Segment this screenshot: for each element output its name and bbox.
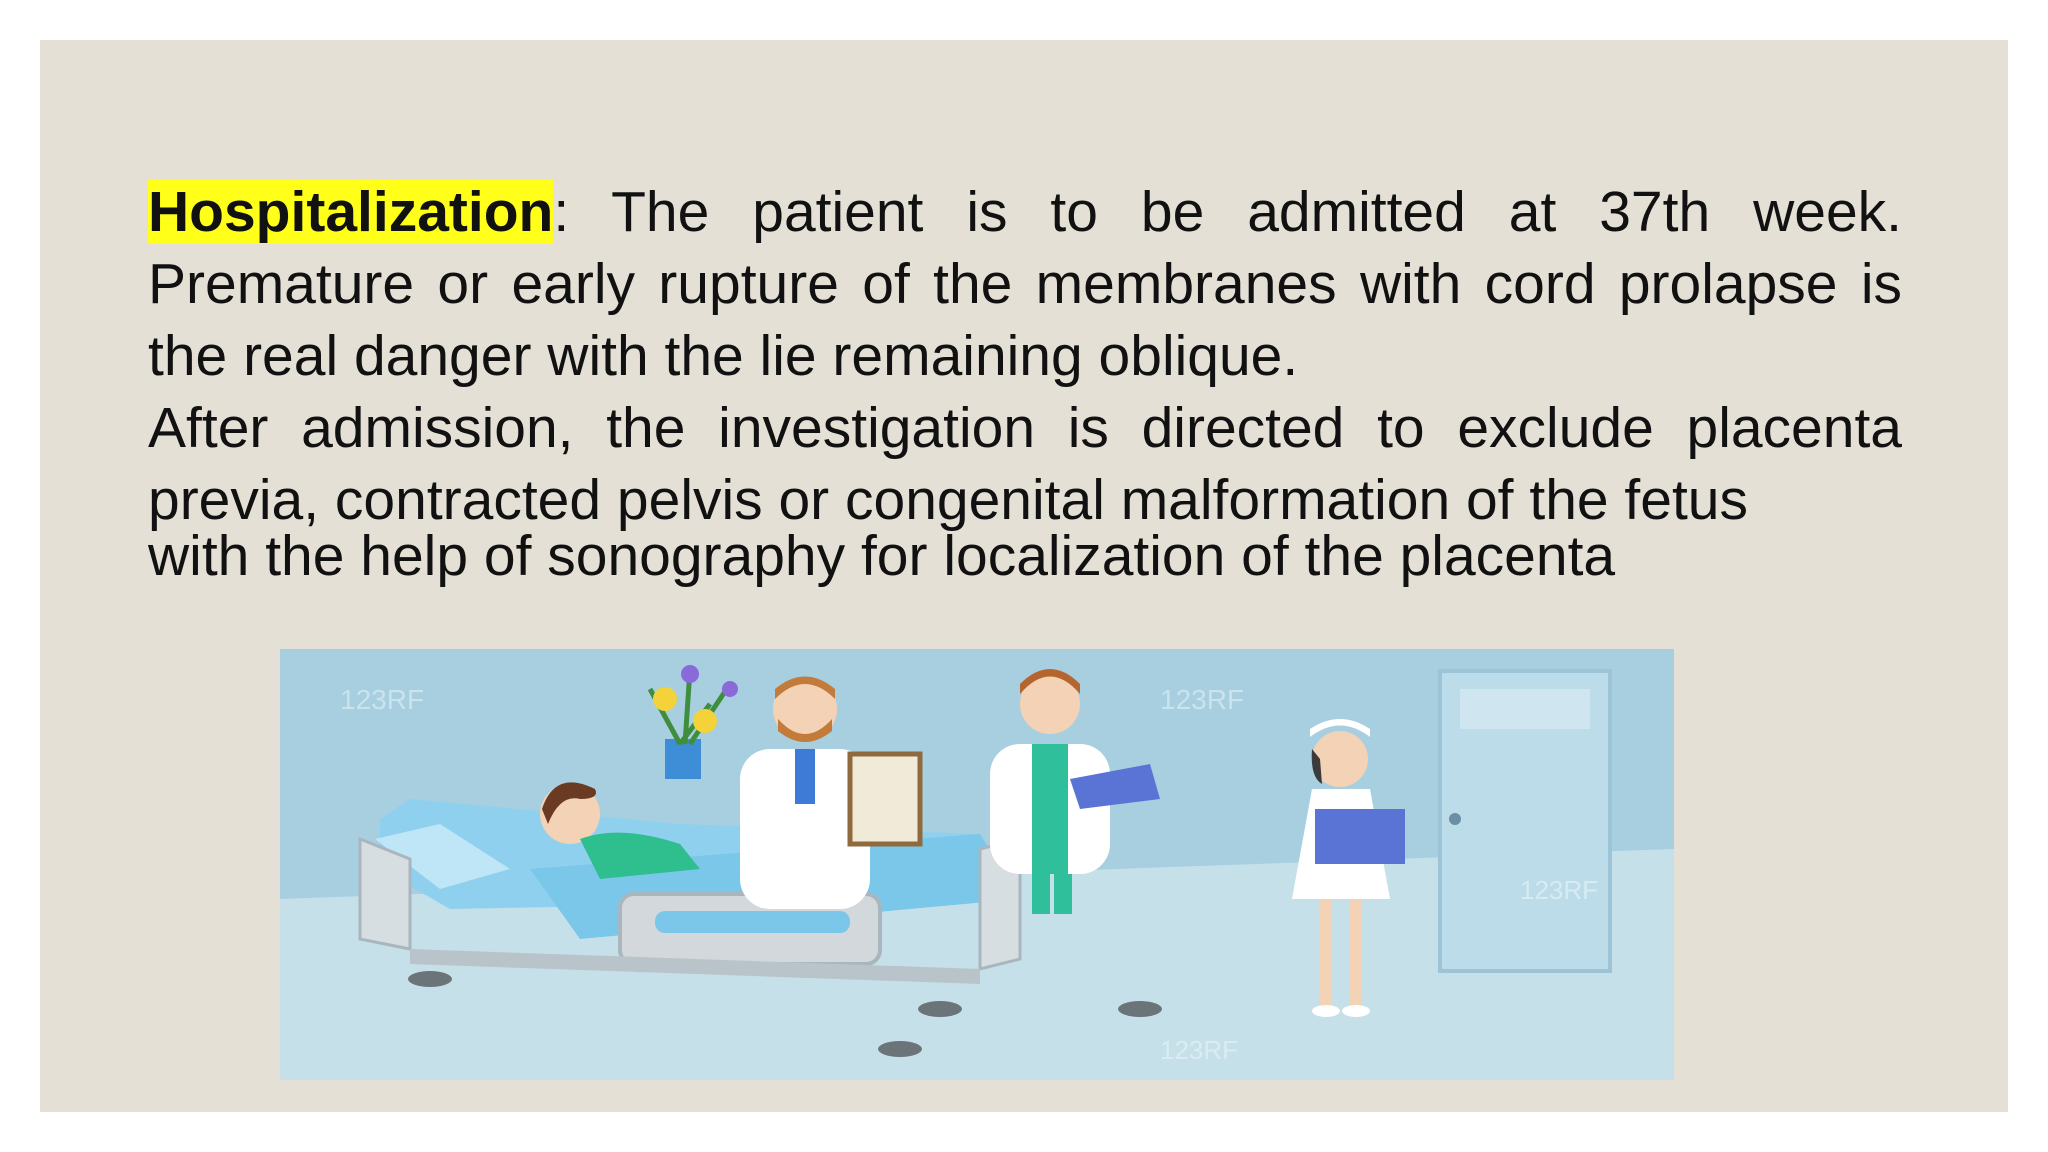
paragraph-2-text: After admission, the investigation is directed to exclude placenta previa, contracted pelvis or congenital malformation of the fetus (148, 396, 1902, 532)
paragraph-2-tail: with the help of sonography for localization of the placenta (148, 524, 1616, 588)
watermark-1: 123RF (340, 684, 425, 715)
hospital-scene-svg (280, 649, 1674, 1080)
highlighted-term: Hospitalization (148, 180, 554, 244)
paragraph-hospitalization (148, 176, 1902, 392)
watermark-2: 123RF (1160, 684, 1245, 715)
door-handle-icon (1449, 813, 1461, 825)
watermark-4: 123RF (1160, 1035, 1239, 1065)
bed-wheel (878, 1041, 922, 1057)
door-window (1460, 689, 1590, 729)
paragraph-1-text: : The patient is to be admitted at 37th week. Premature or early rupture of the membranes with cord prolapse is the real danger with the lie remaining oblique. (148, 180, 1902, 388)
bed-wheel (408, 971, 452, 987)
bed-wheel (918, 1001, 962, 1017)
clipboard-icon (850, 754, 920, 844)
hospital-room-illustration (280, 649, 1674, 1080)
bed-wheel (1118, 1001, 1162, 1017)
paragraph-after-admission (148, 392, 1902, 586)
slide-body-text (148, 176, 1902, 586)
slide (40, 40, 2008, 1112)
watermark-3: 123RF (1520, 875, 1599, 905)
folder-icon (1315, 809, 1405, 864)
